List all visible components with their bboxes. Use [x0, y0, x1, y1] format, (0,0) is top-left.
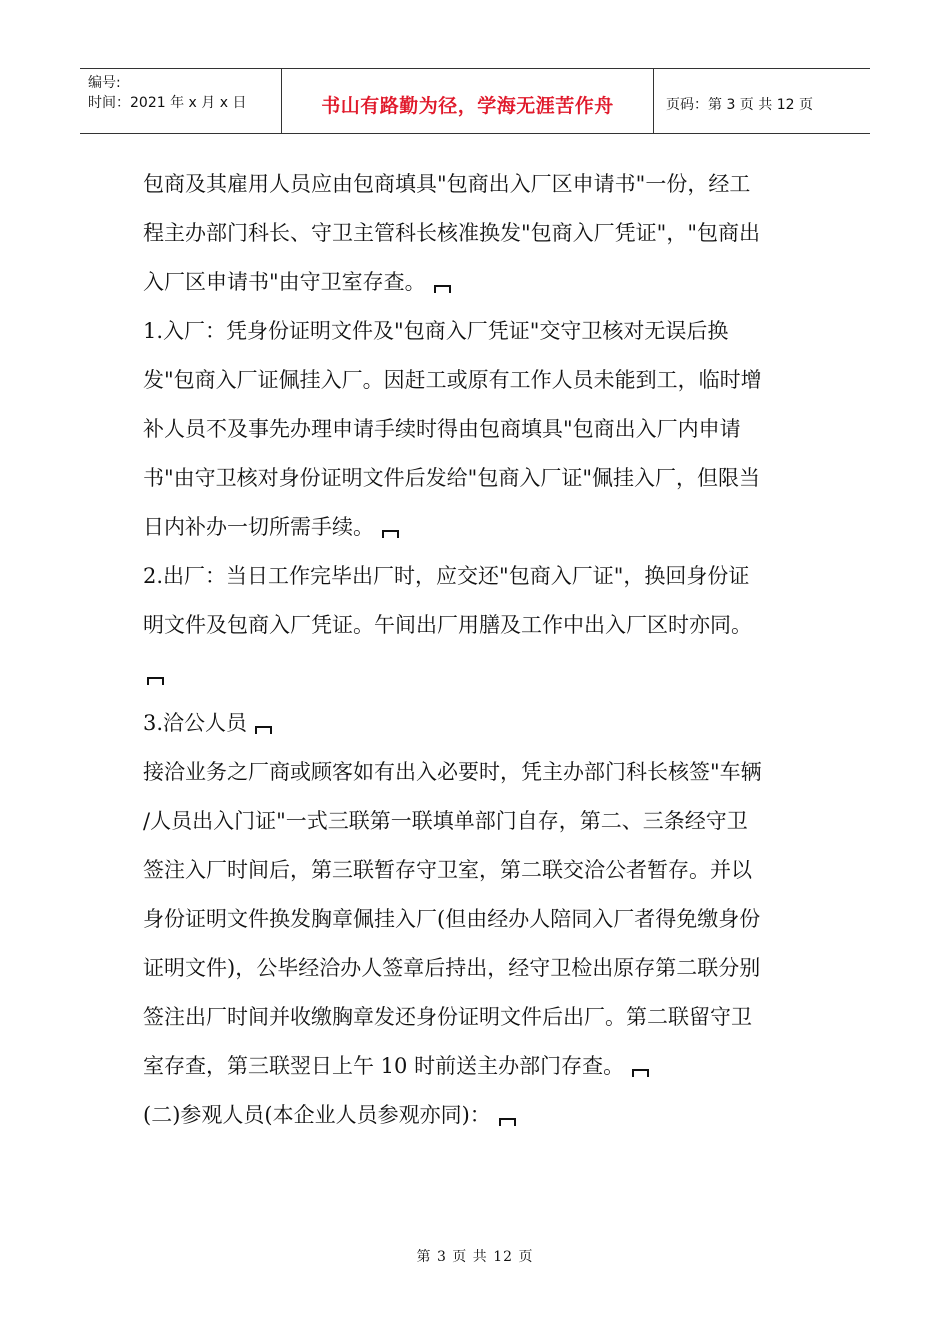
body-line: 2.出厂：当日工作完毕出厂时，应交还"包商入厂证"，换回身份证: [143, 564, 750, 588]
body-line: 书"由守卫核对身份证明文件后发给"包商入厂证"佩挂入厂，但限当: [143, 466, 760, 490]
body-line: 1.入厂：凭身份证明文件及"包商入厂凭证"交守卫核对无误后换: [143, 319, 729, 343]
paragraph-mark-icon: [499, 1118, 516, 1126]
document-code-label: 编号:: [88, 75, 121, 91]
paragraph-mark-icon: [147, 677, 164, 685]
paragraph-mark-icon: [255, 726, 272, 734]
header-page-cell: [654, 69, 870, 133]
paragraph-mark-icon: [382, 530, 399, 538]
body-line: 3.洽公人员: [143, 699, 815, 748]
body-line: 签注入厂时间后，第三联暂存守卫室，第二联交洽公者暂存。并以: [143, 858, 752, 882]
body-line: (二)参观人员(本企业人员参观亦同)：: [143, 1091, 815, 1140]
page-header: [80, 68, 870, 134]
paragraph-mark-icon: [434, 285, 451, 293]
body-line: 签注出厂时间并收缴胸章发还身份证明文件后出厂。第二联留守卫: [143, 1005, 752, 1029]
body-line: 补人员不及事先办理申请手续时得由包商填具"包商出入厂内申请: [143, 417, 741, 441]
body-line: 发"包商入厂证佩挂入厂。因赶工或原有工作人员未能到工，临时增: [143, 368, 762, 392]
body-line: 包商及其雇用人员应由包商填具"包商出入厂区申请书"一份，经工: [143, 172, 751, 196]
body-line: /人员出入门证"一式三联第一联填单部门自存，第二、三条经守卫: [143, 809, 748, 833]
document-date: 时间：2021 年 x 月 x 日: [88, 95, 247, 111]
header-meta-cell: [80, 69, 282, 133]
document-body: [143, 160, 815, 1140]
body-line: 日内补办一切所需手续。: [143, 503, 815, 552]
header-page-number: 页码：第 3 页 共 12 页: [666, 97, 813, 113]
body-line: 证明文件)，公毕经洽办人签章后持出，经守卫检出原存第二联分别: [143, 956, 761, 980]
page-footer: 第 3 页 共 12 页: [416, 1249, 534, 1265]
body-line: 明文件及包商入厂凭证。午间出厂用膳及工作中出入厂区时亦同。: [143, 613, 752, 637]
paragraph-mark-icon: [632, 1069, 649, 1077]
body-line: 接洽业务之厂商或顾客如有出入必要时，凭主办部门科长核签"车辆: [143, 760, 762, 784]
body-line: 入厂区申请书"由守卫室存查。: [143, 258, 815, 307]
body-line: 程主办部门科长、守卫主管科长核准换发"包商入厂凭证"，"包商出: [143, 221, 760, 245]
body-line: 室存查，第三联翌日上午 10 时前送主办部门存查。: [143, 1042, 815, 1091]
body-line: 身份证明文件换发胸章佩挂入厂(但由经办人陪同入厂者得免缴身份: [143, 907, 761, 931]
body-line: [143, 650, 815, 699]
header-motto: 书山有路勤为径，学海无涯苦作舟: [321, 94, 614, 117]
header-motto-cell: [282, 69, 654, 133]
